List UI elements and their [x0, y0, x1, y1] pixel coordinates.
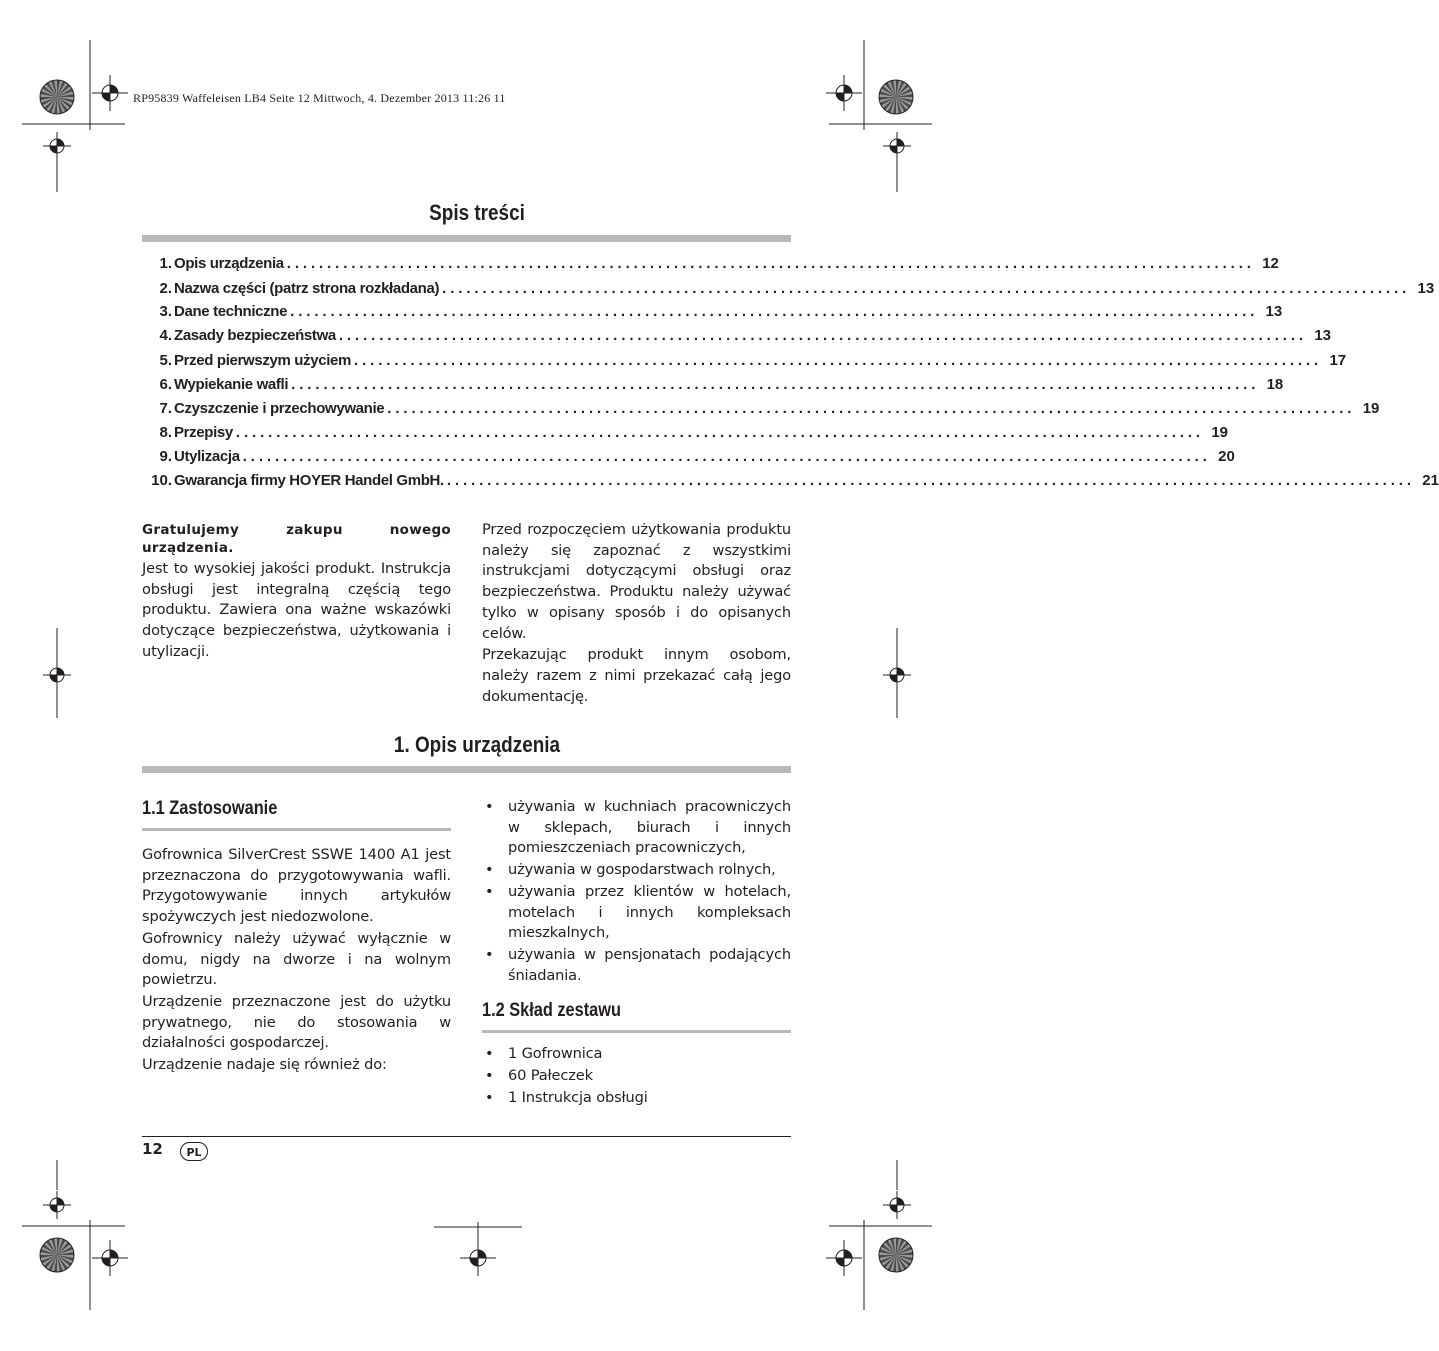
toc-item-page: 17	[1329, 352, 1347, 369]
toc-item-page: 19	[1211, 424, 1229, 441]
crop-mark	[57, 1160, 58, 1190]
list-item: • 60 Pałeczek	[482, 1066, 791, 1087]
toc-leader-dots: ........................................................................................................................	[242, 448, 1211, 465]
toc-item-page: 19	[1362, 400, 1380, 417]
crop-mark	[829, 124, 932, 125]
toc-leader-dots: ........................................................................................................................	[354, 352, 1323, 369]
toc-item-number: 6.	[159, 376, 172, 393]
crop-mark	[864, 40, 865, 130]
toc-item-title: Dane techniczne	[174, 303, 288, 320]
toc-row[interactable]	[142, 472, 1439, 494]
crop-mark	[22, 1226, 125, 1227]
list-item: • 1 Gofrownica	[482, 1044, 791, 1065]
intro-left-paragraph: Jest to wysokiej jakości produkt. Instrukcja obsługi jest integralną częścią tego produktu. Zawiera ona ważne wskazówki dotyczące bezpieczeństwa, użytkowania i utylizacji.	[142, 560, 451, 660]
toc-item-page: 13	[1314, 327, 1331, 344]
registration-crosshair-icon	[43, 132, 71, 160]
toc-item-number: 4.	[159, 327, 172, 344]
toc-leader-dots: ........................................................................................................................	[290, 303, 1259, 320]
toc-item-page: 13	[1265, 303, 1283, 320]
toc-leader-dots: ........................................................................................................................	[446, 472, 1415, 489]
crop-mark	[57, 628, 58, 718]
toc-item-number: 10.	[151, 472, 172, 489]
crop-mark	[864, 1220, 865, 1310]
list-item: • używania w kuchniach pracowniczych w sklepach, biurach i innych pomieszczeniach pracowniczych,	[482, 797, 791, 859]
section-right-column	[482, 797, 791, 1109]
language-badge: PL	[180, 1142, 208, 1161]
toc-row[interactable]	[142, 255, 1279, 277]
list-item: • 1 Instrukcja obsługi	[482, 1088, 791, 1109]
toc-item-page: 21	[1422, 472, 1439, 489]
intro-right-paragraph-2: Przekazując produkt innym osobom, należy razem z nimi przekazać całą jego dokumentację.	[482, 646, 791, 705]
toc-item-title: Nazwa części (patrz strona rozkładana)	[174, 280, 440, 297]
toc-item-title: Wypiekanie wafli	[174, 376, 289, 393]
toc-item-title: Utylizacja	[174, 448, 240, 465]
crop-mark	[434, 1227, 522, 1228]
intro-right-column	[482, 520, 791, 708]
registration-crosshair-icon	[883, 1191, 911, 1219]
registration-crosshair-icon	[92, 1240, 128, 1276]
toc-item-page: 13	[1417, 280, 1435, 297]
usage-paragraph-3: Urządzenie przeznaczone jest do użytku prywatnego, nie do stosowania w działalności gospodarczej.	[142, 992, 451, 1052]
toc-leader-dots: ........................................................................................................................	[387, 400, 1356, 417]
toc-item-title: Przepisy	[174, 424, 233, 441]
list-item: • używania w gospodarstwach rolnych,	[482, 860, 791, 881]
subsection-rule-contents	[482, 1030, 791, 1033]
toc-item-title: Opis urządzenia	[174, 255, 284, 272]
crop-mark	[829, 1226, 932, 1227]
section-left-column	[142, 798, 451, 1077]
usage-paragraph-2: Gofrownicy należy używać wyłącznie w domu, nigdy na dworze i na wolnym powietrzu.	[142, 929, 451, 989]
toc-item-number: 1.	[159, 255, 172, 272]
list-item: • używania w pensjonatach podających śniadania.	[482, 945, 791, 986]
toc-row[interactable]	[142, 376, 1284, 398]
contents-list	[482, 1044, 791, 1108]
toc-item-title: Zasady bezpieczeństwa	[174, 327, 336, 344]
toc-item-title: Przed pierwszym użyciem	[174, 352, 352, 369]
toc-item-number: 2.	[159, 280, 172, 297]
toc-row[interactable]	[142, 448, 1235, 470]
color-star-target-icon	[879, 1238, 913, 1272]
toc-row[interactable]	[142, 303, 1283, 325]
toc-leader-dots: ........................................................................................................................	[235, 424, 1205, 441]
footer-rule	[142, 1136, 791, 1137]
list-item: • używania przez klientów w hotelach, motelach i innych kompleksach mieszkalnych,	[482, 882, 791, 944]
registration-crosshair-icon	[460, 1240, 496, 1276]
crop-mark	[90, 1220, 91, 1310]
intro-lead-line-2: urządzenia.	[142, 540, 234, 556]
toc-row[interactable]	[142, 400, 1380, 422]
toc-title: Spis treści	[429, 200, 525, 225]
registration-crosshair-icon	[826, 75, 862, 111]
toc-item-number: 5.	[159, 352, 172, 369]
toc-item-page: 20	[1218, 448, 1235, 465]
registration-crosshair-icon	[92, 75, 128, 111]
intro-right-paragraph-1: Przed rozpoczęciem użytkowania produktu należy się zapoznać z wszystkimi instrukcjami dotyczącymi obsługi oraz bezpieczeństwa. Produktu należy używać tylko w opisany sposób i do opisanych celów.	[482, 521, 791, 642]
toc-title-rule	[142, 235, 791, 242]
section-title: 1. Opis urządzenia	[393, 732, 561, 757]
crop-mark	[22, 124, 125, 125]
subsection-title-contents: 1.2 Skład zestawu	[482, 1000, 621, 1022]
toc-item-page: 12	[1262, 255, 1279, 272]
crop-mark	[897, 160, 898, 192]
toc-leader-dots: ........................................................................................................................	[338, 327, 1307, 344]
toc-leader-dots: ........................................................................................................................	[286, 255, 1255, 272]
intro-left-column	[142, 521, 451, 664]
registration-crosshair-icon	[43, 1191, 71, 1219]
toc-item-number: 7.	[159, 400, 172, 417]
toc-item-title: Gwarancja firmy HOYER Handel GmbH.	[174, 472, 444, 489]
toc-item-number: 9.	[159, 448, 172, 465]
usage-list	[482, 797, 791, 986]
crop-mark	[57, 160, 58, 192]
print-header: RP95839 Waffeleisen LB4 Seite 12 Mittwoch, 4. Dezember 2013 11:26 11	[133, 91, 506, 105]
page-number: 12	[142, 1140, 163, 1158]
toc-row[interactable]	[142, 280, 1435, 302]
toc-leader-dots: ........................................................................................................................	[291, 376, 1260, 393]
color-star-target-icon	[40, 80, 74, 114]
toc-row[interactable]	[142, 327, 1331, 349]
toc-row[interactable]	[142, 352, 1347, 374]
toc-item-number: 8.	[159, 424, 172, 441]
color-star-target-icon	[879, 80, 913, 114]
subsection-title-usage: 1.1 Zastosowanie	[142, 798, 278, 819]
subsection-rule-usage	[142, 828, 451, 831]
color-star-target-icon	[40, 1238, 74, 1272]
section-title-rule	[142, 766, 791, 773]
usage-paragraph-1: Gofrownica SilverCrest SSWE 1400 A1 jest przeznaczona do przygotowywania wafli. Przygotowywanie innych artykułów spożywczych jest niedozwolone.	[142, 846, 451, 926]
toc-item-title: Czyszczenie i przechowywanie	[174, 400, 385, 417]
crop-mark	[478, 1222, 479, 1240]
toc-row[interactable]	[142, 424, 1229, 446]
registration-crosshair-icon	[826, 1240, 862, 1276]
registration-crosshair-icon	[883, 132, 911, 160]
toc-leader-dots: ........................................................................................................................	[442, 280, 1411, 297]
crop-mark	[90, 40, 91, 130]
intro-lead-line-1: Gratulujemy zakupu nowego	[142, 522, 451, 538]
crop-mark	[897, 628, 898, 718]
crop-mark	[897, 1160, 898, 1190]
usage-paragraph-4: Urządzenie nadaje się również do:	[142, 1056, 387, 1074]
toc-item-page: 18	[1266, 376, 1284, 393]
toc-item-number: 3.	[159, 303, 172, 320]
